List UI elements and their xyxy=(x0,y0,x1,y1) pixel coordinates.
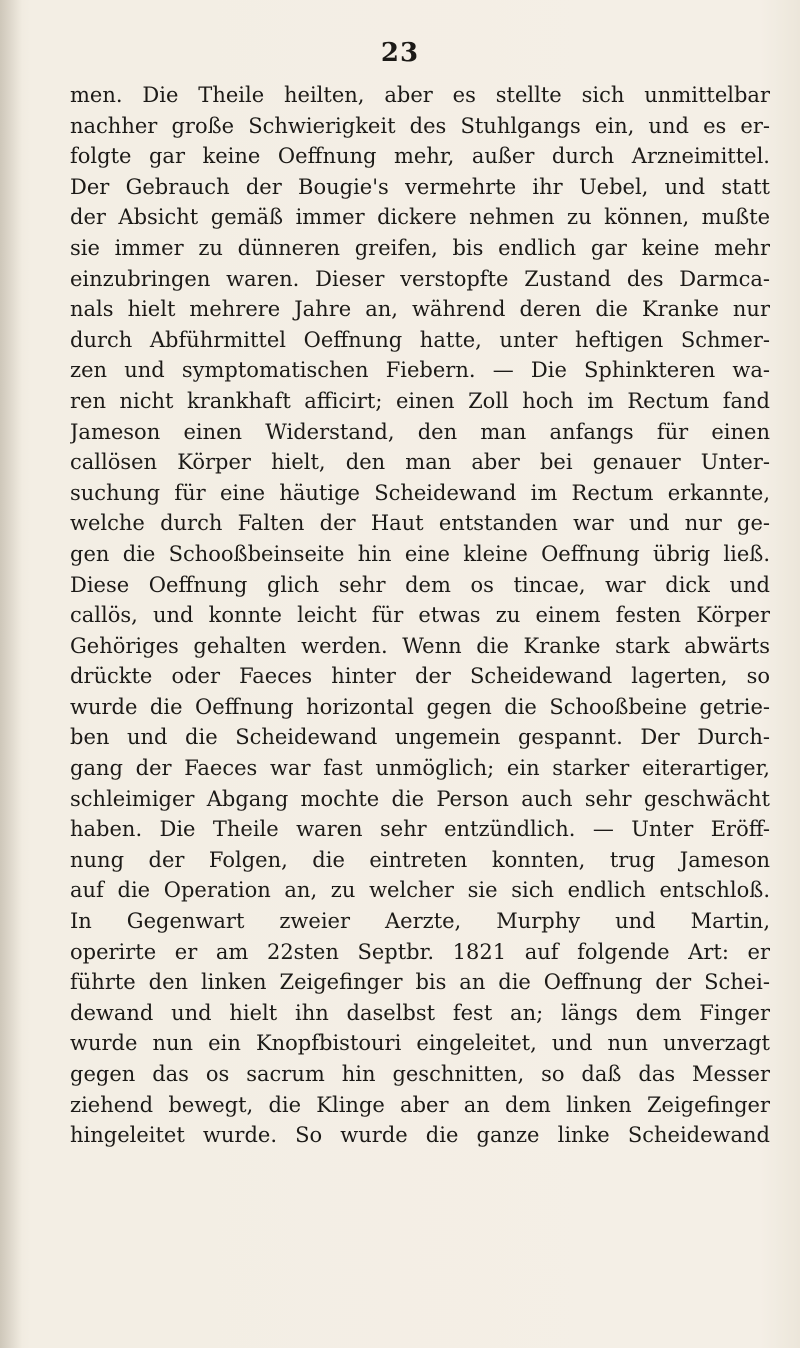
text-line: Jameson einen Widerstand, den man anfangs für einen xyxy=(70,419,770,444)
text-line: ren nicht krankhaft afficirt; einen Zoll hoch im Rectum fand xyxy=(70,388,770,413)
text-line: Gehöriges gehalten werden. Wenn die Kranke stark abwärts xyxy=(70,633,770,658)
text-line: callös, und konnte leicht für etwas zu einem festen Körper xyxy=(70,603,770,628)
text-line: einzubringen waren. Dieser verstopfte Zustand des Darmca- xyxy=(70,266,770,291)
text-line: schleimiger Abgang mochte die Person auch sehr geschwächt xyxy=(70,786,770,811)
text-line: suchung für eine häutige Scheidewand im Rectum erkannte, xyxy=(70,480,770,505)
text-line: nung der Folgen, die eintreten konnten, trug Jameson xyxy=(70,847,770,872)
text-line: zen und symptomatischen Fiebern. — Die Sphinkteren wa- xyxy=(70,358,770,383)
text-line: auf die Operation an, zu welcher sie sich endlich entschloß. xyxy=(70,878,770,903)
text-line: ziehend bewegt, die Klinge aber an dem linken Zeigefinger xyxy=(70,1092,770,1117)
spine-shadow xyxy=(0,0,22,1348)
text-line: der Absicht gemäß immer dickere nehmen zu können, mußte xyxy=(70,205,770,230)
text-line: In Gegenwart zweier Aerzte, Murphy und Martin, xyxy=(70,909,770,934)
text-line: wurde nun ein Knopfbistouri eingeleitet, und nun unverzagt xyxy=(70,1031,770,1056)
text-line: gang der Faeces war fast unmöglich; ein starker eiterartiger, xyxy=(70,756,770,781)
text-line: ben und die Scheidewand ungemein gespannt. Der Durch- xyxy=(70,725,770,750)
text-line: drückte oder Faeces hinter der Scheidewand lagerten, so xyxy=(70,664,770,689)
text-line: welche durch Falten der Haut entstanden war und nur ge- xyxy=(70,511,770,536)
text-line: Diese Oeffnung glich sehr dem os tincae, war dick und xyxy=(70,572,770,597)
text-line: operirte er am 22sten Septbr. 1821 auf folgende Art: er xyxy=(70,939,770,964)
text-line: nals hielt mehrere Jahre an, während deren die Kranke nur xyxy=(70,297,770,322)
text-line: wurde die Oeffnung horizontal gegen die Schooßbeine getrie- xyxy=(70,694,770,719)
text-line: men. Die Theile heilten, aber es stellte sich unmittelbar xyxy=(70,83,770,107)
body-text xyxy=(70,80,770,1151)
text-line: führte den linken Zeigefinger bis an die Oeffnung der Schei- xyxy=(70,970,770,995)
text-line: Der Gebrauch der Bougie's vermehrte ihr Uebel, und statt xyxy=(70,174,770,199)
text-line: callösen Körper hielt, den man aber bei genauer Unter- xyxy=(70,450,770,475)
text-line: haben. Die Theile waren sehr entzündlich. — Unter Eröff- xyxy=(70,817,770,842)
text-line: dewand und hielt ihn daselbst fest an; längs dem Finger xyxy=(70,1000,770,1025)
text-line: folgte gar keine Oeffnung mehr, außer durch Arzneimittel. xyxy=(70,144,770,169)
page-number: 23 xyxy=(380,38,420,68)
text-line: gen die Schooßbeinseite hin eine kleine Oeffnung übrig ließ. xyxy=(70,541,770,566)
text-line: hingeleitet wurde. So wurde die ganze linke Scheidewand xyxy=(70,1123,770,1148)
text-line: gegen das os sacrum hin geschnitten, so daß das Messer xyxy=(70,1062,770,1086)
text-line: nachher große Schwierigkeit des Stuhlgangs ein, und es er- xyxy=(70,113,770,138)
text-line: durch Abführmittel Oeffnung hatte, unter heftigen Schmer- xyxy=(70,327,770,352)
text-line: sie immer zu dünneren greifen, bis endlich gar keine mehr xyxy=(70,235,770,260)
